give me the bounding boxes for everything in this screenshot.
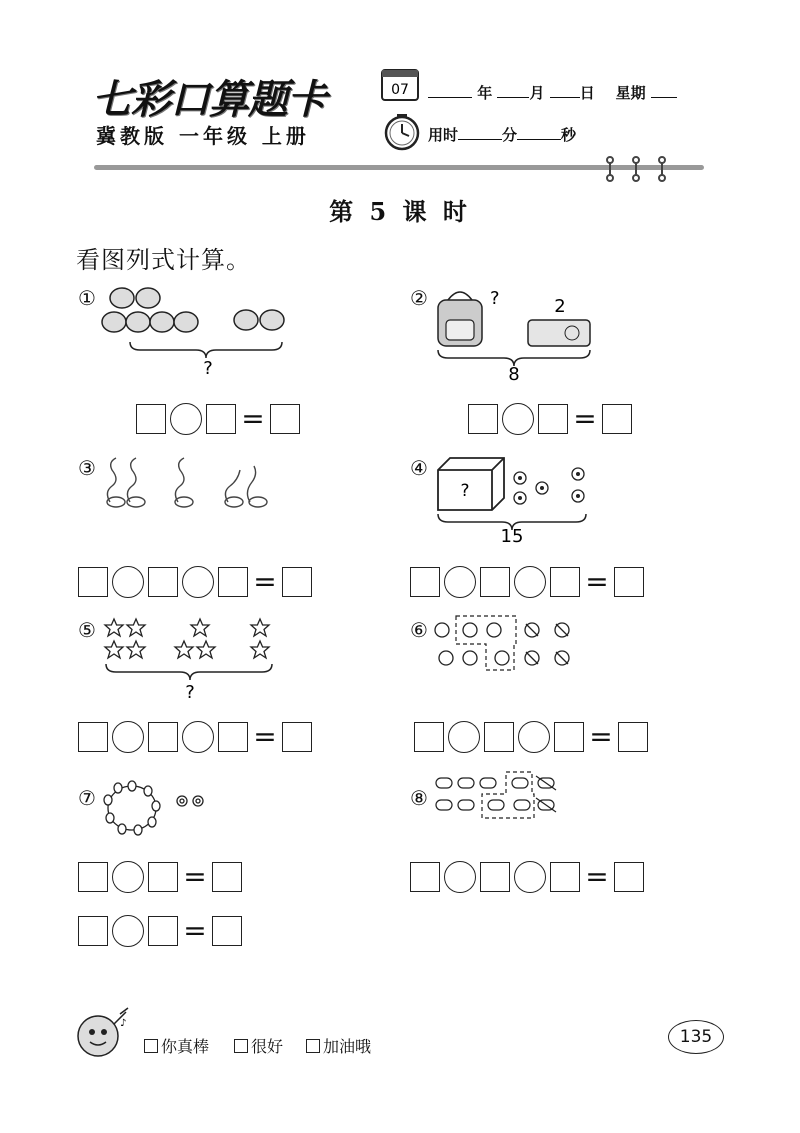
problem-number-6: ⑥ — [410, 618, 428, 642]
problem-number-3: ③ — [78, 456, 96, 480]
answer-box[interactable] — [554, 722, 584, 752]
operator-circle[interactable] — [444, 566, 476, 598]
equals-sign: = — [585, 565, 609, 598]
problem2-total: 8 — [508, 364, 520, 382]
equals-sign: = — [183, 914, 207, 947]
instruction-text: 看图列式计算。 — [76, 246, 251, 274]
equation-1 — [136, 403, 300, 435]
equation-7b — [78, 915, 242, 947]
checkbox[interactable] — [306, 1039, 320, 1053]
answer-box[interactable] — [78, 722, 108, 752]
equation-4 — [410, 566, 644, 598]
answer-box[interactable] — [480, 567, 510, 597]
edition-label: 冀教版 一年级 上册 — [96, 124, 310, 148]
answer-box[interactable] — [218, 567, 248, 597]
rating-option-great[interactable]: 你真棒 — [144, 1034, 209, 1057]
answer-box[interactable] — [78, 567, 108, 597]
brand-title: 七彩口算题卡 — [92, 76, 326, 123]
equals-sign: = — [589, 720, 613, 753]
equals-sign: = — [241, 402, 265, 435]
problem5-question-mark: ? — [185, 682, 195, 703]
answer-box[interactable] — [148, 862, 178, 892]
operator-circle[interactable] — [112, 861, 144, 893]
equation-7a — [78, 861, 242, 893]
equals-sign: = — [253, 565, 277, 598]
result-box[interactable] — [282, 567, 312, 597]
operator-circle[interactable] — [182, 566, 214, 598]
box-flowers-illustration — [432, 452, 602, 544]
answer-box[interactable] — [78, 862, 108, 892]
checkbox[interactable] — [144, 1039, 158, 1053]
operator-circle[interactable] — [444, 861, 476, 893]
seconds-blank[interactable] — [517, 125, 561, 140]
operator-circle[interactable] — [448, 721, 480, 753]
equals-sign: = — [183, 860, 207, 893]
problem2-question-mark: ? — [490, 288, 500, 309]
mascot-icon — [70, 1004, 134, 1068]
operator-circle[interactable] — [112, 721, 144, 753]
rings-decoration — [600, 156, 680, 184]
box-question-mark: ? — [460, 481, 470, 501]
problem4-total: 15 — [500, 526, 524, 544]
result-box[interactable] — [614, 862, 644, 892]
problem-number-4: ④ — [410, 456, 428, 480]
operator-circle[interactable] — [518, 721, 550, 753]
answer-box[interactable] — [410, 862, 440, 892]
equation-3 — [78, 566, 312, 598]
weekday-blank[interactable] — [651, 83, 677, 98]
calendar-icon — [380, 66, 420, 102]
answer-box[interactable] — [550, 567, 580, 597]
problem-number-7: ⑦ — [78, 786, 96, 810]
answer-box[interactable] — [484, 722, 514, 752]
operator-circle[interactable] — [170, 403, 202, 435]
operator-circle[interactable] — [182, 721, 214, 753]
date-line: 年 月 日 星期 — [428, 82, 677, 103]
result-box[interactable] — [602, 404, 632, 434]
svg-text:♪: ♪ — [120, 1018, 127, 1029]
rating-option-keep-going[interactable]: 加油哦 — [306, 1034, 371, 1057]
problem2-count: 2 — [554, 296, 566, 317]
operator-circle[interactable] — [112, 566, 144, 598]
answer-box[interactable] — [550, 862, 580, 892]
result-box[interactable] — [270, 404, 300, 434]
equation-8 — [410, 861, 644, 893]
page-number: 135 — [668, 1020, 724, 1054]
backpack-pencilcase-illustration — [432, 282, 602, 382]
operator-circle[interactable] — [514, 566, 546, 598]
answer-box[interactable] — [148, 567, 178, 597]
answer-box[interactable] — [148, 916, 178, 946]
equation-6 — [414, 721, 648, 753]
answer-box[interactable] — [468, 404, 498, 434]
problem-number-1: ① — [78, 286, 96, 310]
time-used-line: 用时 分 秒 — [428, 126, 577, 144]
swans-illustration — [100, 452, 280, 512]
rating-option-good[interactable]: 很好 — [234, 1034, 283, 1057]
answer-box[interactable] — [78, 916, 108, 946]
problem-number-2: ② — [410, 286, 428, 310]
answer-box[interactable] — [410, 567, 440, 597]
stars-illustration — [100, 614, 290, 704]
month-blank[interactable] — [497, 83, 529, 98]
problem-number-8: ⑧ — [410, 786, 428, 810]
result-box[interactable] — [614, 567, 644, 597]
checkbox[interactable] — [234, 1039, 248, 1053]
result-box[interactable] — [618, 722, 648, 752]
circles-illustration — [432, 612, 582, 672]
answer-box[interactable] — [218, 722, 248, 752]
minutes-blank[interactable] — [458, 125, 502, 140]
calendar-day: 07 — [391, 82, 409, 98]
equation-5 — [78, 721, 312, 753]
day-blank[interactable] — [550, 83, 580, 98]
clock-icon — [382, 112, 422, 152]
problem1-question-mark: ? — [203, 358, 213, 379]
operator-circle[interactable] — [502, 403, 534, 435]
puppies-illustration — [100, 282, 300, 382]
equals-sign: = — [585, 860, 609, 893]
operator-circle[interactable] — [112, 915, 144, 947]
equation-2 — [468, 403, 632, 435]
problem-number-5: ⑤ — [78, 618, 96, 642]
equals-sign: = — [573, 402, 597, 435]
result-box[interactable] — [212, 916, 242, 946]
answer-box[interactable] — [148, 722, 178, 752]
equals-sign: = — [253, 720, 277, 753]
bead-necklace-illustration — [100, 778, 220, 840]
answer-box[interactable] — [414, 722, 444, 752]
year-blank[interactable] — [428, 83, 472, 98]
answer-box[interactable] — [206, 404, 236, 434]
lesson-title: 第 5 课 时 — [329, 197, 471, 226]
answer-box[interactable] — [480, 862, 510, 892]
result-box[interactable] — [282, 722, 312, 752]
coin-stacks-illustration — [432, 770, 572, 822]
operator-circle[interactable] — [514, 861, 546, 893]
answer-box[interactable] — [538, 404, 568, 434]
answer-box[interactable] — [136, 404, 166, 434]
result-box[interactable] — [212, 862, 242, 892]
